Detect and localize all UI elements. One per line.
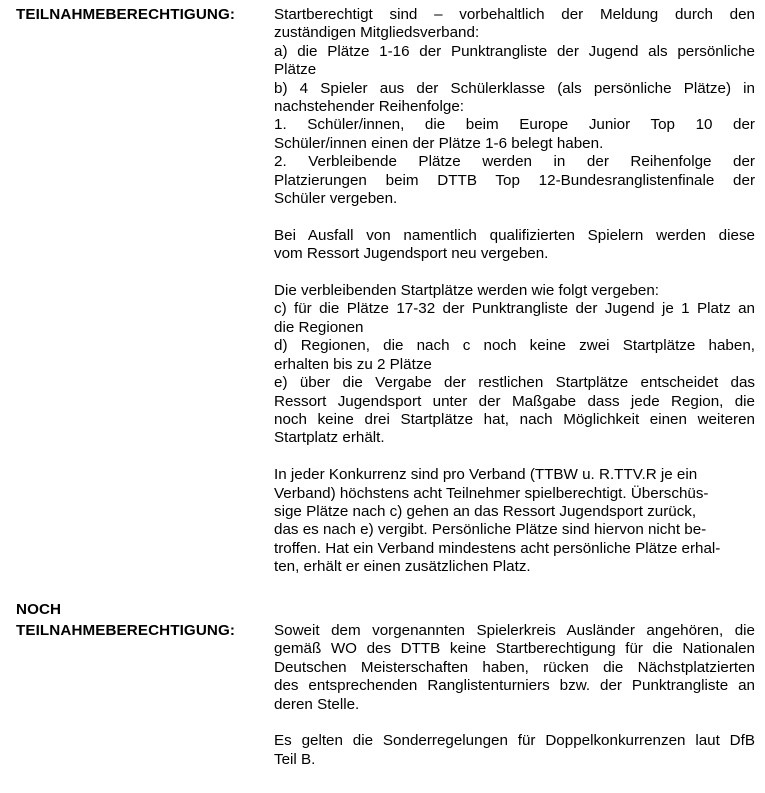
text-line: Platzierungen beim DTTB Top 12-Bundesranglistenfinale der: [274, 171, 755, 189]
text-line: a) die Plätze 1-16 der Punktrangliste der Jugend als persönliche: [274, 42, 755, 60]
paragraph: [274, 466, 755, 576]
text-line: des entsprechenden Ranglistenturniers bzw. der Punktrangliste an: [274, 677, 755, 695]
text-line: Ressort Jugendsport unter der Maßgabe dass jede Region, die: [274, 392, 755, 410]
text-line: 1. Schüler/innen, die beim Europe Junior Top 10 der: [274, 116, 755, 134]
paragraph: [274, 622, 755, 714]
text-line: Die verbleibenden Startplätze werden wie folgt vergeben:: [274, 282, 659, 300]
text-line: Plätze: [274, 61, 317, 79]
text-line: Schüler/innen einen der Plätze 1-6 belegt haben.: [274, 134, 604, 152]
section-label: TEILNAHMEBERECHTIGUNG:: [16, 6, 236, 23]
text-line: die Regionen: [274, 318, 364, 336]
text-line: erhalten bis zu 2 Plätze: [274, 355, 432, 373]
paragraph: [274, 732, 755, 769]
paragraph: [274, 282, 755, 448]
text-line: deren Stelle.: [274, 695, 360, 713]
text-line: Teil B.: [274, 750, 316, 768]
text-line: ten, erhält er einen zusätzlichen Platz.: [274, 558, 531, 576]
paragraph: [274, 227, 755, 264]
text-line: Es gelten die Sonderregelungen für Doppelkonkurrenzen laut DfB: [274, 732, 755, 750]
section-body: [274, 622, 755, 769]
text-line: c) für die Plätze 17-32 der Punktrangliste der Jugend je 1 Platz an: [274, 300, 755, 318]
section-label-line1: NOCH: [16, 601, 62, 618]
text-line: d) Regionen, die nach c noch keine zwei Startplätze haben,: [274, 337, 755, 355]
text-line: Deutschen Meisterschaften haben, rücken die Nächstplatzierten: [274, 658, 755, 676]
text-line: Startplatz erhält.: [274, 429, 385, 447]
section-label-line2: TEILNAHMEBERECHTIGUNG:: [16, 622, 236, 639]
text-line: gemäß WO des DTTB keine Startberechtigung für die Nationalen: [274, 640, 755, 658]
text-line: das es nach e) vergibt. Persönliche Plätze sind hiervon nicht be-: [274, 521, 707, 539]
section-body: [274, 6, 755, 577]
text-line: Schüler vergeben.: [274, 190, 398, 208]
text-line: Soweit dem vorgenannten Spielerkreis Ausländer angehören, die: [274, 622, 755, 639]
text-line: Verband) höchstens acht Teilnehmer spielberechtigt. Überschüs-: [274, 484, 709, 502]
text-line: In jeder Konkurrenz sind pro Verband (TTBW u. R.TTV.R je ein: [274, 466, 698, 484]
text-line: nachstehender Reihenfolge:: [274, 98, 464, 116]
text-line: Startberechtigt sind – vorbehaltlich der Meldung durch den: [274, 6, 755, 23]
text-line: e) über die Vergabe der restlichen Startplätze entscheidet das: [274, 374, 755, 392]
text-line: b) 4 Spieler aus der Schülerklasse (als persönliche Plätze) in: [274, 79, 755, 97]
paragraph: [274, 6, 755, 208]
text-line: Bei Ausfall von namentlich qualifizierten Spielern werden diese: [274, 226, 755, 244]
text-line: sige Plätze nach c) gehen an das Ressort Jugendsport zurück,: [274, 502, 697, 520]
text-line: zuständigen Mitgliedsverband:: [274, 24, 480, 42]
text-line: vom Ressort Jugendsport neu vergeben.: [274, 245, 549, 263]
text-line: 2. Verbleibende Plätze werden in der Reihenfolge der: [274, 153, 755, 171]
text-line: noch keine drei Startplätze hat, nach Möglichkeit einen weiteren: [274, 410, 755, 428]
text-line: troffen. Hat ein Verband mindestens acht persönliche Plätze erhal-: [274, 539, 721, 557]
